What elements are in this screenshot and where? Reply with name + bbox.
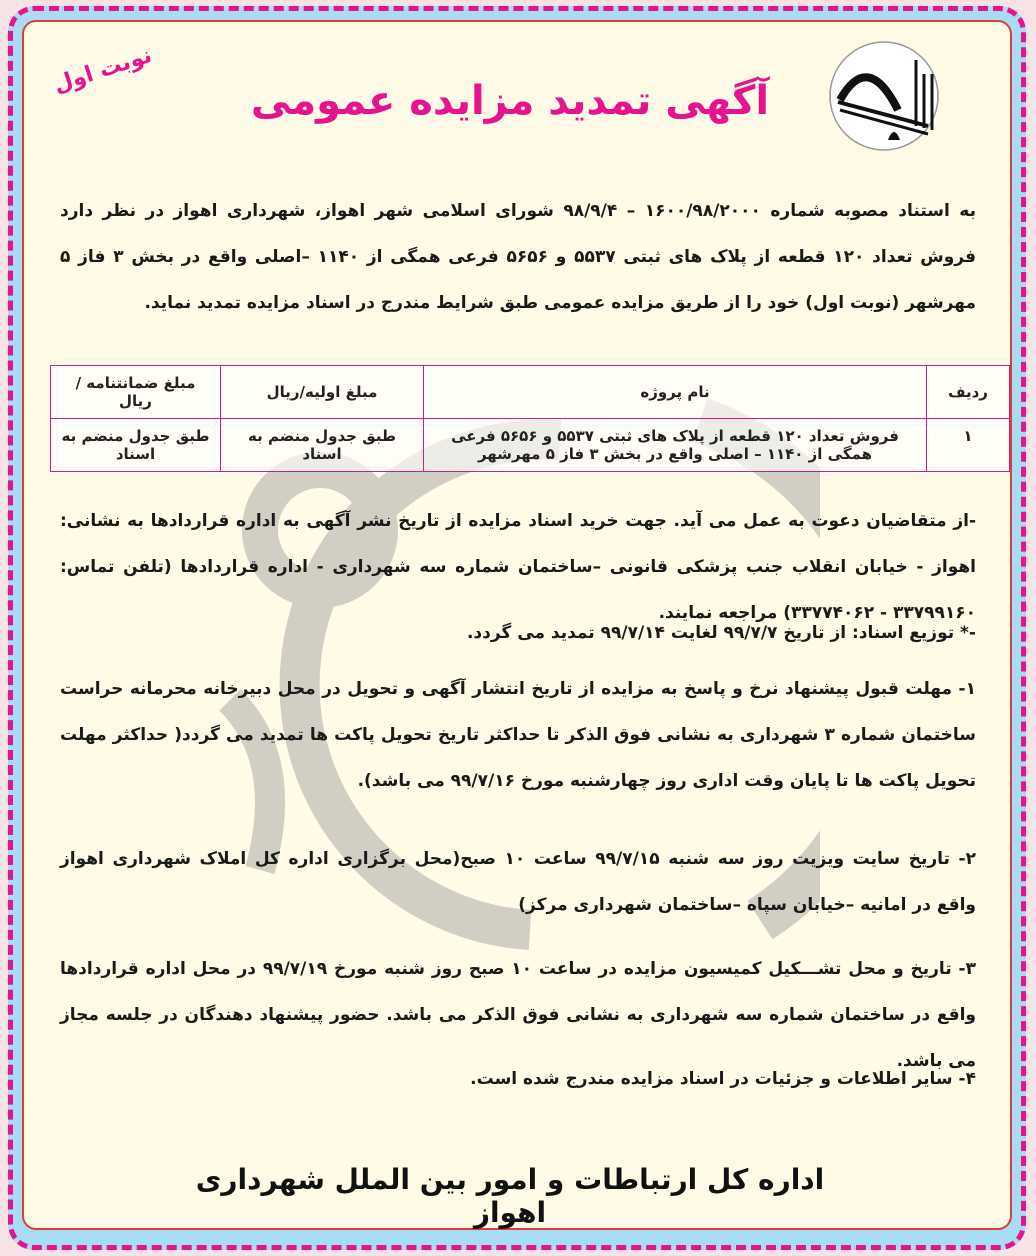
col-initial-amount: مبلغ اولیه/ریال bbox=[221, 366, 424, 419]
cell-row-number: ۱ bbox=[927, 419, 1010, 472]
col-project-name: نام پروژه bbox=[424, 366, 927, 419]
page-title: آگهی تمدید مزایده عمومی bbox=[250, 78, 770, 124]
cell-project-name: فروش تعداد ۱۲۰ قطعه از پلاک های ثبتی ۵۵۳۷ و ۵۶۵۶ فرعی همگی از ۱۱۴۰ – اصلی واقع در بخش ۳ فاز ۵ مهرشهر bbox=[424, 419, 927, 472]
item-3-paragraph: ۳- تاریخ و محل تشـــکیل کمیسیون مزایده در ساعت ۱۰ صبح روز شنبه مورخ ۹۹/۷/۱۹ در محل اداره قراردادها واقع در ساختمان شماره سه شهرداری به نشانی فوق الذکر می باشد. حضور پیشنهاد دهندگان در جلسه مجاز می باشد. bbox=[60, 959, 976, 1071]
col-guarantee-amount: مبلغ ضمانتنامه / ریال bbox=[51, 366, 221, 419]
round-badge: نوبت اول bbox=[50, 42, 155, 99]
project-table bbox=[50, 365, 1010, 472]
intro-paragraph: به استناد مصوبه شماره ۱۶۰۰/۹۸/۲۰۰۰ – ۹۸/۹/۴ شورای اسلامی شهر اهواز، شهرداری اهواز در نظر دارد فروش تعداد ۱۲۰ قطعه از پلاک های ثبتی ۵۵۳۷ و ۵۶۵۶ فرعی همگی از ۱۱۴۰ –اصلی واقع در بخش ۳ فاز ۵ مهرشهر (نوبت اول) خود را از طریق مزایده عمومی طبق شرایط مندرج در اسناد مزایده تمدید نماید. bbox=[60, 201, 976, 313]
invite-paragraph: -از متقاضیان دعوت به عمل می آید. جهت خرید اسناد مزایده از تاریخ نشر آگهی به اداره قراردادها به نشانی: اهواز - خیابان انقلاب جنب پزشکی قانونی –ساختمان شماره سه شهرداری - اداره قراردادها (تلفن تماس: ۳۳۷۹۹۱۶۰ - ۳۳۷۷۴۰۶۲) مراجعه نمایند. bbox=[60, 511, 976, 623]
table-row bbox=[51, 419, 1010, 472]
footer-signature: اداره کل ارتباطات و امور بین الملل شهرداری اهواز bbox=[195, 1163, 825, 1229]
bridge-logo-icon bbox=[828, 40, 940, 152]
col-row-number: ردیف bbox=[927, 366, 1010, 419]
item-2-paragraph: ۲- تاریخ سایت ویزیت روز سه شنبه ۹۹/۷/۱۵ ساعت ۱۰ صبح(محل برگزاری اداره کل املاک شهرداری اهواز واقع در امانیه –خیابان سپاه –ساختمان شهرداری مرکز) bbox=[60, 849, 977, 915]
item-1-paragraph: ۱- مهلت قبول پیشنهاد نرخ و پاسخ به مزایده از تاریخ انتشار آگهی و تحویل در محل دبیرخانه محرمانه حراست ساختمان شماره ۳ شهرداری به نشانی فوق الذکر تا حداکثر تاریخ تحویل پاکت ها تمدید می گردد( حداکثر مهلت تحویل پاکت ها تا پایان وقت اداری روز چهارشنبه مورخ ۹۹/۷/۱۶ می باشد). bbox=[60, 679, 976, 791]
cell-guarantee-amount: طبق جدول منضم به اسناد bbox=[51, 419, 221, 472]
distribution-paragraph: -* توزیع اسناد: از تاریخ ۹۹/۷/۷ لغایت ۹۹/۷/۱۴ تمدید می گردد. bbox=[466, 623, 976, 643]
cell-initial-amount: طبق جدول منضم به اسناد bbox=[221, 419, 424, 472]
item-4-paragraph: ۴- سایر اطلاعات و جزئیات در اسناد مزایده مندرج شده است. bbox=[470, 1069, 976, 1089]
table-header-row bbox=[51, 366, 1010, 419]
